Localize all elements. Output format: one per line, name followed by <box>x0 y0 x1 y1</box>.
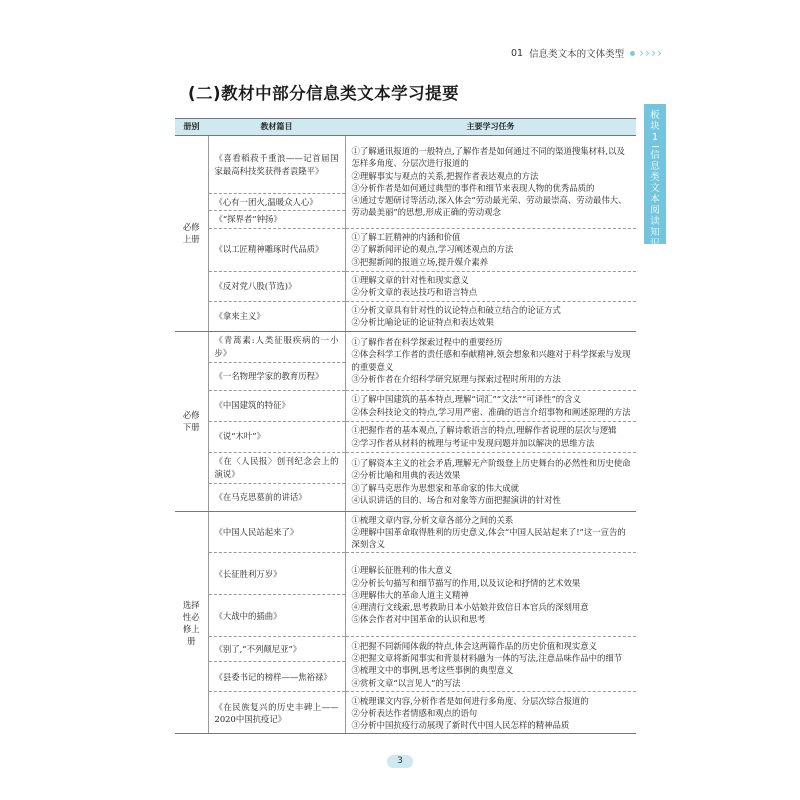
task-item: ①了解通讯报道的一般特点,了解作者是如何通过不同的渠道搜集材料,以及怎样多角度、分层次进行报道的 <box>351 145 625 169</box>
table-row <box>175 452 636 511</box>
table-row <box>175 637 636 692</box>
task-item: ①梳理课文内容,分析作者是如何进行多角度、分层次综合报道的 <box>351 695 589 706</box>
article-cell <box>208 637 345 692</box>
volume-cell <box>175 136 208 332</box>
task-item: ③理解伟大的革命人道主义精神 <box>351 589 469 600</box>
task-item: ②体会科技论文的特点,学习用严密、准确的语言介绍事物和阐述原理的方法 <box>351 406 631 417</box>
article-title: 《大战中的插曲》 <box>209 594 345 636</box>
header-article: 教材篇目 <box>208 119 345 136</box>
table-header-row <box>175 119 636 136</box>
table-row <box>175 421 636 452</box>
task-item: ④理清行文线索,思考救助日本小姑娘并致信日本官兵的深刻用意 <box>351 602 589 613</box>
task-item: ③分析中国抗疫行动展现了新时代中国人民怎样的精神品质 <box>351 720 570 731</box>
task-item: ③把握新闻的报道立场,提升媒介素养 <box>351 256 489 267</box>
volume-label: 必修上册 <box>182 222 200 245</box>
task-item: ①梳理文章内容,分析文章各部分之间的关系 <box>351 514 514 525</box>
task-cell <box>345 452 636 511</box>
article-cell <box>208 692 345 734</box>
article-title: 《喜看稻菽千重浪——记首届国家最高科技奖获得者袁隆平》 <box>214 153 339 176</box>
table-row <box>175 390 636 421</box>
task-item: ③了解马克思作为思想家和革命家的伟大成就 <box>351 482 519 493</box>
task-item: ④认识讲话的目的、场合和对象等方面把握演讲的针对性 <box>351 494 561 505</box>
task-item: ①分析文章具有针对性的议论特点和破立结合的论证方式 <box>351 304 561 315</box>
task-cell <box>345 553 636 637</box>
article-cell <box>208 553 345 637</box>
task-item: ②把握文章将新闻事实和背景材料融为一体的写法,注意品味作品中的细节 <box>351 653 623 664</box>
article-cell <box>208 331 345 390</box>
article-title: 《在〈人民报〉创刊纪念会上的演说》 <box>214 456 339 479</box>
article-cell <box>208 301 345 331</box>
task-item: ①把握作者的基本观点,了解诗歌语言的特点,理解作者说理的层次与逻辑 <box>351 425 617 436</box>
study-table <box>175 118 636 734</box>
task-item: ①把握不同新闻体裁的特点,体会这两篇作品的历史价值和现实意义 <box>351 640 598 651</box>
volume-cell <box>175 331 208 511</box>
task-cell <box>345 301 636 331</box>
article-title: 《以工匠精神雕琢时代品质》 <box>214 244 324 255</box>
task-item: ②分析文章的表达技巧和语言特点 <box>351 287 478 298</box>
task-item: ①理解长征胜利的伟大意义 <box>351 565 452 576</box>
side-tab-divider <box>652 146 659 147</box>
task-cell <box>345 511 636 553</box>
table-row <box>175 228 636 271</box>
task-cell <box>345 136 636 229</box>
task-item: ④赏析文章“以言见人”的写法 <box>351 677 461 688</box>
task-cell <box>345 331 636 390</box>
task-item: ②了解新闻评论的观点,学习阐述观点的方法 <box>351 244 514 255</box>
task-item: ②学习作者从材料的梳理与考证中发现问题并加以解决的思维方法 <box>351 437 595 448</box>
volume-cell <box>175 511 208 734</box>
article-title: 《在民族复兴的历史丰碑上——2020中国抗疫记》 <box>214 701 339 724</box>
task-item: ①了解中国建筑的基本特点,理解“词汇”“文法”“可译性”的含义 <box>351 394 581 405</box>
side-tab-title: 信息类文本阅读知识 <box>650 150 660 249</box>
article-cell <box>208 511 345 553</box>
task-item: ②理解中国革命取得胜利的历史意义,体会“中国人民站起来了!”这一宣告的深刻含义 <box>351 526 626 550</box>
task-item: ②分析比喻和用典的表达效果 <box>351 470 461 481</box>
table-row <box>175 553 636 637</box>
article-title: 《县委书记的榜样——焦裕禄》 <box>209 661 345 691</box>
article-title: 《青蒿素:人类征服疾病的一小步》 <box>214 335 339 358</box>
task-cell <box>345 421 636 452</box>
header-tasks: 主要学习任务 <box>345 119 636 136</box>
task-item: ①了解资本主义的社会矛盾,理解无产阶级登上历史舞台的必然性和历史使命 <box>351 458 631 468</box>
article-title: 《中国建筑的特征》 <box>214 400 290 411</box>
side-tab <box>644 104 666 249</box>
volume-label: 必修下册 <box>182 410 200 433</box>
task-item: ②理解事实与观点的关系,把握作者表达观点的方法 <box>351 170 539 181</box>
article-title: 《反对党八股(节选)》 <box>214 280 297 291</box>
chapter-number: 01 <box>511 47 524 59</box>
table-row <box>175 136 636 229</box>
article-title: 《说“木叶”》 <box>214 431 265 442</box>
task-item: ⑤体会作者对中国革命的认识和思考 <box>351 614 486 625</box>
chevrons-icon: › › › › <box>639 46 662 60</box>
running-header <box>511 46 665 60</box>
task-item: ②分析表达作者情感和观点的语句 <box>351 707 478 718</box>
article-title: 《在马克思墓前的讲话》 <box>209 483 345 511</box>
table-row <box>175 511 636 553</box>
task-cell <box>345 637 636 692</box>
task-item: ②分析长句描写和细节描写的作用,以及议论和抒情的艺术效果 <box>351 577 581 588</box>
header-volume: 册别 <box>175 119 208 136</box>
article-cell <box>208 136 345 229</box>
table-row <box>175 301 636 331</box>
article-title: 《长征胜利万岁》 <box>214 568 282 579</box>
article-cell <box>208 421 345 452</box>
article-title: 《中国人民站起来了》 <box>214 526 299 537</box>
task-item: ③分析作者在介绍科学研究原理与探索过程时所用的方法 <box>351 373 561 384</box>
task-item: ①理解文章的针对性和现实意义 <box>351 274 469 285</box>
volume-label: 选择性必修上册 <box>182 599 200 646</box>
article-cell <box>208 452 345 511</box>
chapter-title: 信息类文本的文体类型 <box>529 49 625 60</box>
task-item: ②分析比喻论证的论证特点和表达效果 <box>351 317 494 328</box>
article-title: 《“探界者”钟扬》 <box>209 210 345 227</box>
task-cell <box>345 390 636 421</box>
task-item: ③分析作者是如何通过典型的事件和细节来表现人物的优秀品质的 <box>351 182 595 193</box>
section-title: (二)教材中部分信息类文本学习提要 <box>188 84 460 103</box>
article-title: 《别了,“不列颠尼亚”》 <box>214 644 302 655</box>
dot-icon <box>630 51 635 56</box>
task-item: ①了解作者在科学探索过程中的重要经历 <box>351 337 503 347</box>
table-row <box>175 331 636 390</box>
page-number: 3 <box>387 755 413 768</box>
task-item: ④通过专题研讨等活动,深入体会“劳动最光荣、劳动最崇高、劳动最伟大、劳动最美丽”的思想,形成正确的劳动观念 <box>351 195 627 218</box>
table-row <box>175 271 636 301</box>
article-title: 《拿来主义》 <box>214 310 265 321</box>
task-cell <box>345 228 636 271</box>
task-item: ①了解工匠精神的内涵和价值 <box>351 232 461 243</box>
task-item: ②体会科学工作者的责任感和奉献精神,领会想象和兴趣对于科学探索与发现的重要意义 <box>351 349 631 372</box>
article-cell <box>208 228 345 271</box>
table-row <box>175 692 636 734</box>
task-cell <box>345 271 636 301</box>
task-item: ③梳理文中的事例,思考这些事例的典型意义 <box>351 665 514 676</box>
article-cell <box>208 390 345 421</box>
side-tab-module: 板块1 <box>650 110 660 143</box>
article-title: 《心有一团火,温暖众人心》 <box>209 193 345 210</box>
article-cell <box>208 271 345 301</box>
task-cell <box>345 692 636 734</box>
article-title: 《一名物理学家的教育历程》 <box>209 362 345 390</box>
